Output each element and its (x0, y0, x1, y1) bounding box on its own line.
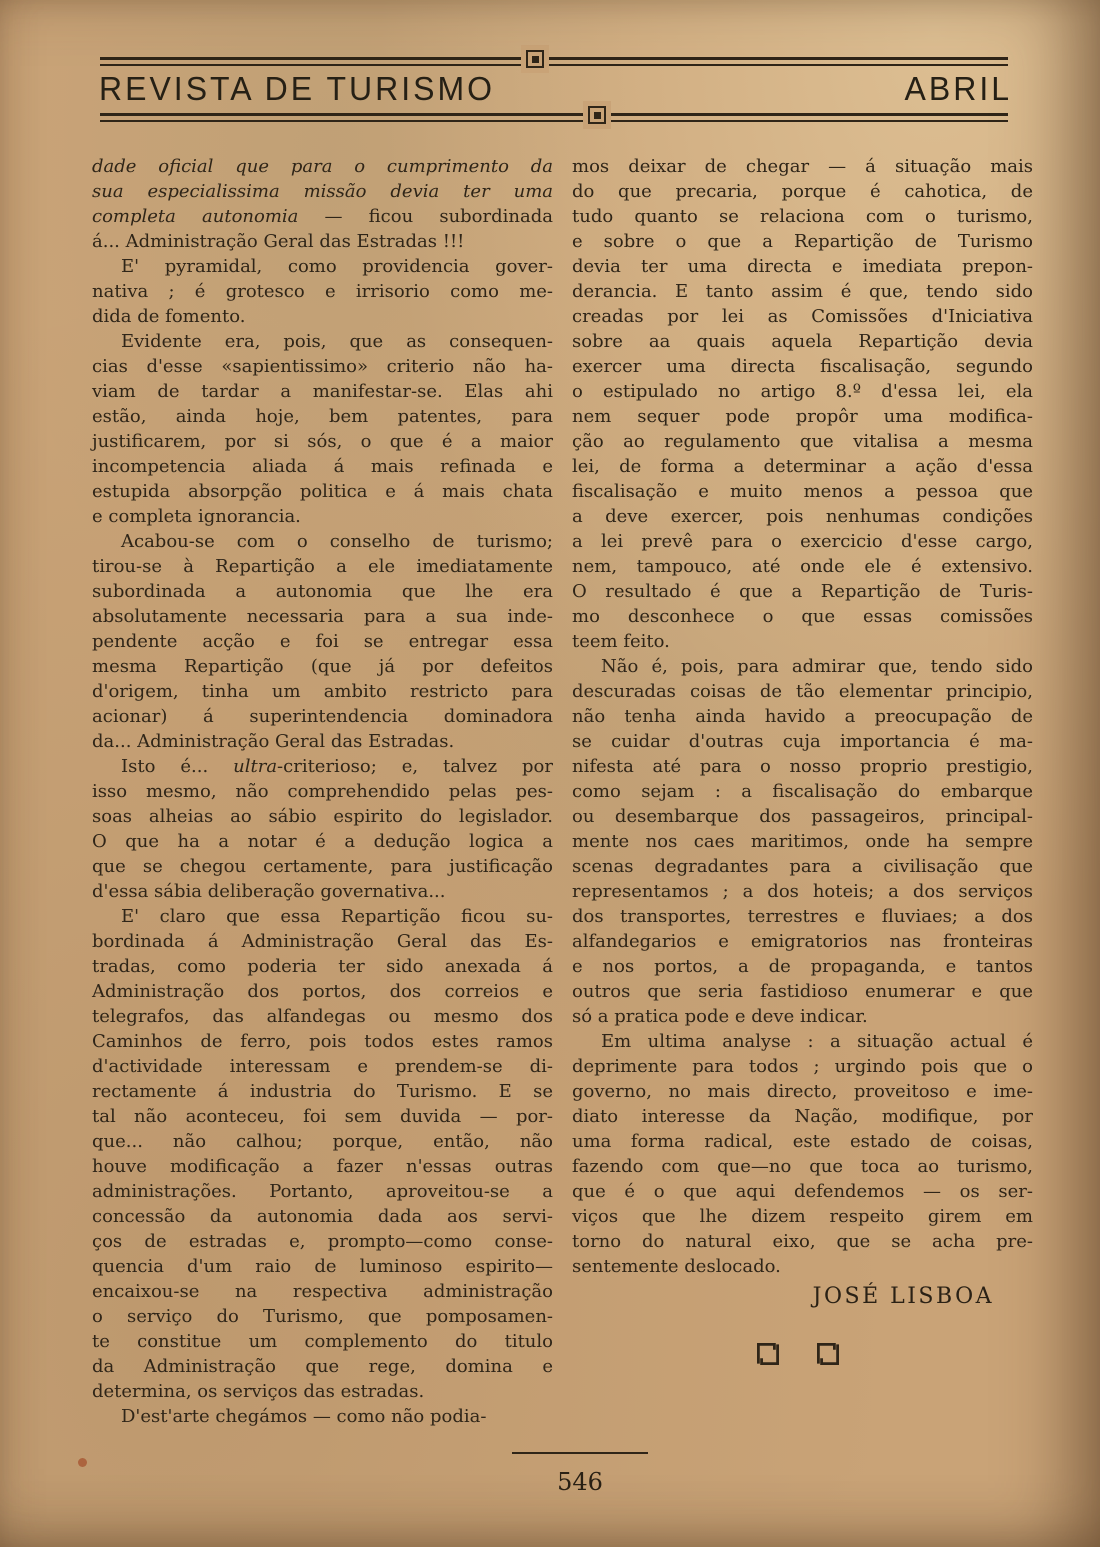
text-line: determina, os serviços das estradas. (92, 1381, 425, 1402)
text-line: creadas por lei as Comissões d'Iniciativa (572, 306, 1033, 327)
text-line: D'est'arte chegámos — como não podia- (121, 1406, 487, 1427)
paragraph (92, 1404, 553, 1429)
text-line: rectamente á industria do Turismo. E se (92, 1081, 553, 1102)
text-line: ou desembarque dos passageiros, principal- (572, 806, 1033, 827)
text-line: que se chegou certamente, para justificação (92, 856, 553, 877)
paragraph (572, 654, 1033, 1029)
paragraph (572, 1029, 1033, 1279)
text-line: O que ha a notar é a dedução logica a (92, 831, 553, 852)
text-line: nem, tampouco, até onde ele é extensivo. (572, 556, 1033, 577)
text-line: Caminhos de ferro, pois todos estes ramos (92, 1031, 553, 1052)
paragraph (92, 904, 553, 1404)
square-ornament-icon (588, 106, 606, 124)
text-line: tudo quanto se relaciona com o turismo, (572, 206, 1033, 227)
text-line: ção ao regulamento que vitalisa a mesma (572, 431, 1033, 452)
text-line: acionar) á superintendencia dominadora (92, 706, 553, 727)
page-number: 546 (557, 1468, 603, 1496)
text-line: nifesta até para o nosso proprio prestigio, (572, 756, 1033, 777)
text-line: teem feito. (572, 631, 670, 652)
text-line: pendente acção e foi se entregar essa (92, 631, 553, 652)
text-line: Em ultima analyse : a situação actual é (601, 1031, 1033, 1052)
text-line: diato interesse da Nação, modifique, por (572, 1106, 1033, 1127)
text-line: como sejam : a fiscalisação do embarque (572, 781, 1033, 802)
text-line: fazendo com que—no que toca ao turismo, (572, 1156, 1033, 1177)
text-line: á... Administração Geral das Estradas !!! (92, 231, 465, 252)
text-line: dida de fomento. (92, 306, 246, 327)
text-line: alfandegarios e emigratorios nas fronteiras (572, 931, 1033, 952)
text-line: fiscalisação e muito menos a pessoa que (572, 481, 1033, 502)
text-line: viços que lhe dizem respeito girem em (572, 1206, 1033, 1227)
text-line: Isto é... ultra-criterioso; e, talvez por (121, 756, 553, 777)
text-line: Administração dos portos, dos correios e (92, 981, 553, 1002)
text-line: subordinada a autonomia que lhe era (92, 581, 553, 602)
text-line: que é o que aqui defendemos — os ser- (572, 1181, 1033, 1202)
text-line: dos transportes, terrestres e fluviaes; a dos (572, 906, 1033, 927)
text-line: ços de estradas e, prompto—como conse- (92, 1231, 553, 1252)
footer-rule (512, 1452, 648, 1454)
text-line: completa autonomia — ficou subordinada (92, 206, 553, 227)
text-line: se cuidar d'outras cuja importancia é ma- (572, 731, 1033, 752)
text-line: uma forma radical, este estado de coisas, (572, 1131, 1033, 1152)
text-line: quencia d'um raio de luminoso espirito— (92, 1256, 553, 1277)
header-bottom-rule (100, 113, 1008, 122)
text-line: que... não calhou; porque, então, não (92, 1131, 553, 1152)
text-line: E' claro que essa Repartição ficou su- (121, 906, 553, 927)
text-line: concessão da autonomia dada aos servi- (92, 1206, 553, 1227)
text-line: d'origem, tinha um ambito restricto para (92, 681, 553, 702)
text-line: e completa ignorancia. (92, 506, 301, 527)
text-line: exercer uma directa fiscalisação, segundo (572, 356, 1033, 377)
text-line: a lei prevê para o exercicio d'esse cargo, (572, 531, 1033, 552)
square-ornament-icon (526, 50, 544, 68)
text-line: administrações. Portanto, aproveitou-se a (92, 1181, 553, 1202)
paragraph (92, 154, 553, 254)
text-line: Acabou-se com o conselho de turismo; (121, 531, 553, 552)
text-line: devia ter uma directa e imediata prepon- (572, 256, 1033, 277)
text-line: sobre aa quais aquela Repartição devia (572, 331, 1033, 352)
text-line: o serviço do Turismo, que pomposamen- (92, 1306, 553, 1327)
text-line: tal não aconteceu, foi sem duvida — por- (92, 1106, 553, 1127)
article-column-left (92, 154, 553, 1429)
text-line: telegrafos, das alfandegas ou mesmo dos (92, 1006, 553, 1027)
text-line: d'actividade interessam e prendem-se di- (92, 1056, 553, 1077)
issue-month-label: ABRIL (904, 70, 1012, 108)
text-line: nem sequer pode propôr uma modifica- (572, 406, 1033, 427)
text-line: da Administração que rege, domina e (92, 1356, 553, 1377)
paragraph (92, 529, 553, 754)
text-line: d'essa sábia deliberação governativa... (92, 881, 446, 902)
text-line: estão, ainda hoje, bem patentes, para (92, 406, 553, 427)
text-line: justificarem, por si sós, o que é a maior (92, 431, 553, 452)
magazine-title: REVISTA DE TURISMO (99, 70, 495, 108)
text-line: tradas, como poderia ter sido anexada á (92, 956, 553, 977)
text-line: deprimente para todos ; urgindo pois que o (572, 1056, 1033, 1077)
text-line: da... Administração Geral das Estradas. (92, 731, 455, 752)
text-line: isso mesmo, não comprehendido pelas pes- (92, 781, 553, 802)
bracket-square-icon (812, 1338, 844, 1370)
text-line: só a pratica pode e deve indicar. (572, 1006, 868, 1027)
text-line: mos deixar de chegar — á situação mais (572, 156, 1033, 177)
text-line: tirou-se à Repartição a ele imediatamente (92, 556, 553, 577)
text-line: houve modificação a fazer n'essas outras (92, 1156, 553, 1177)
text-line: cias d'esse «sapientissimo» criterio não ha- (92, 356, 553, 377)
text-line: incompetencia aliada á mais refinada e (92, 456, 553, 477)
text-line: soas alheias ao sábio espirito do legislador. (92, 806, 553, 827)
text-line: descuradas coisas de tão elementar principio, (572, 681, 1033, 702)
text-line: representamos ; a dos hoteis; a dos serviços (572, 881, 1033, 902)
text-line: e sobre o que a Repartição de Turismo (572, 231, 1033, 252)
text-line: sua especialissima missão devia ter uma (92, 181, 553, 202)
bracket-square-icon (752, 1338, 784, 1370)
text-line: não tenha ainda havido a preocupação de (572, 706, 1033, 727)
text-line: dade oficial que para o cumprimento da (92, 156, 553, 177)
text-line: viam de tardar a manifestar-se. Elas ahi (92, 381, 553, 402)
end-ornaments (752, 1338, 844, 1370)
text-line: lei, de forma a determinar a ação d'essa (572, 456, 1033, 477)
text-line: sentemente deslocado. (572, 1256, 781, 1277)
text-line: e nos portos, a de propaganda, e tantos (572, 956, 1033, 977)
text-line: derancia. E tanto assim é que, tendo sido (572, 281, 1033, 302)
text-line: te constitue um complemento do titulo (92, 1331, 553, 1352)
text-line: Evidente era, pois, que as consequen- (121, 331, 553, 352)
article-column-right (572, 154, 1033, 1279)
text-line: torno do natural eixo, que se acha pre- (572, 1231, 1033, 1252)
paragraph (92, 254, 553, 329)
text-line: o estipulado no artigo 8.º d'essa lei, ela (572, 381, 1033, 402)
author-signature: JOSÉ LISBOA (812, 1284, 994, 1309)
text-line: mesma Repartição (que já por defeitos (92, 656, 553, 677)
text-line: governo, no mais directo, proveitoso e ime- (572, 1081, 1033, 1102)
paragraph (92, 754, 553, 904)
text-line: estupida absorpção politica e á mais chata (92, 481, 553, 502)
text-line: bordinada á Administração Geral das Es- (92, 931, 553, 952)
text-line: do que precaria, porque é cahotica, de (572, 181, 1033, 202)
ink-stain (78, 1458, 87, 1467)
text-line: a deve exercer, pois nenhumas condições (572, 506, 1033, 527)
text-line: outros que seria fastidioso enumerar e que (572, 981, 1033, 1002)
paragraph (92, 329, 553, 529)
text-line: Não é, pois, para admirar que, tendo sido (601, 656, 1033, 677)
text-line: E' pyramidal, como providencia gover- (121, 256, 553, 277)
text-line: absolutamente necessaria para a sua inde- (92, 606, 553, 627)
text-line: nativa ; é grotesco e irrisorio como me- (92, 281, 553, 302)
header-top-rule (100, 57, 1008, 66)
text-line: O resultado é que a Repartição de Turis- (572, 581, 1033, 602)
text-line: scenas degradantes para a civilisação que (572, 856, 1033, 877)
paragraph (572, 154, 1033, 654)
text-line: mente nos caes maritimos, onde ha sempre (572, 831, 1033, 852)
text-line: mo desconhece o que essas comissões (572, 606, 1033, 627)
text-line: encaixou-se na respectiva administração (92, 1281, 553, 1302)
